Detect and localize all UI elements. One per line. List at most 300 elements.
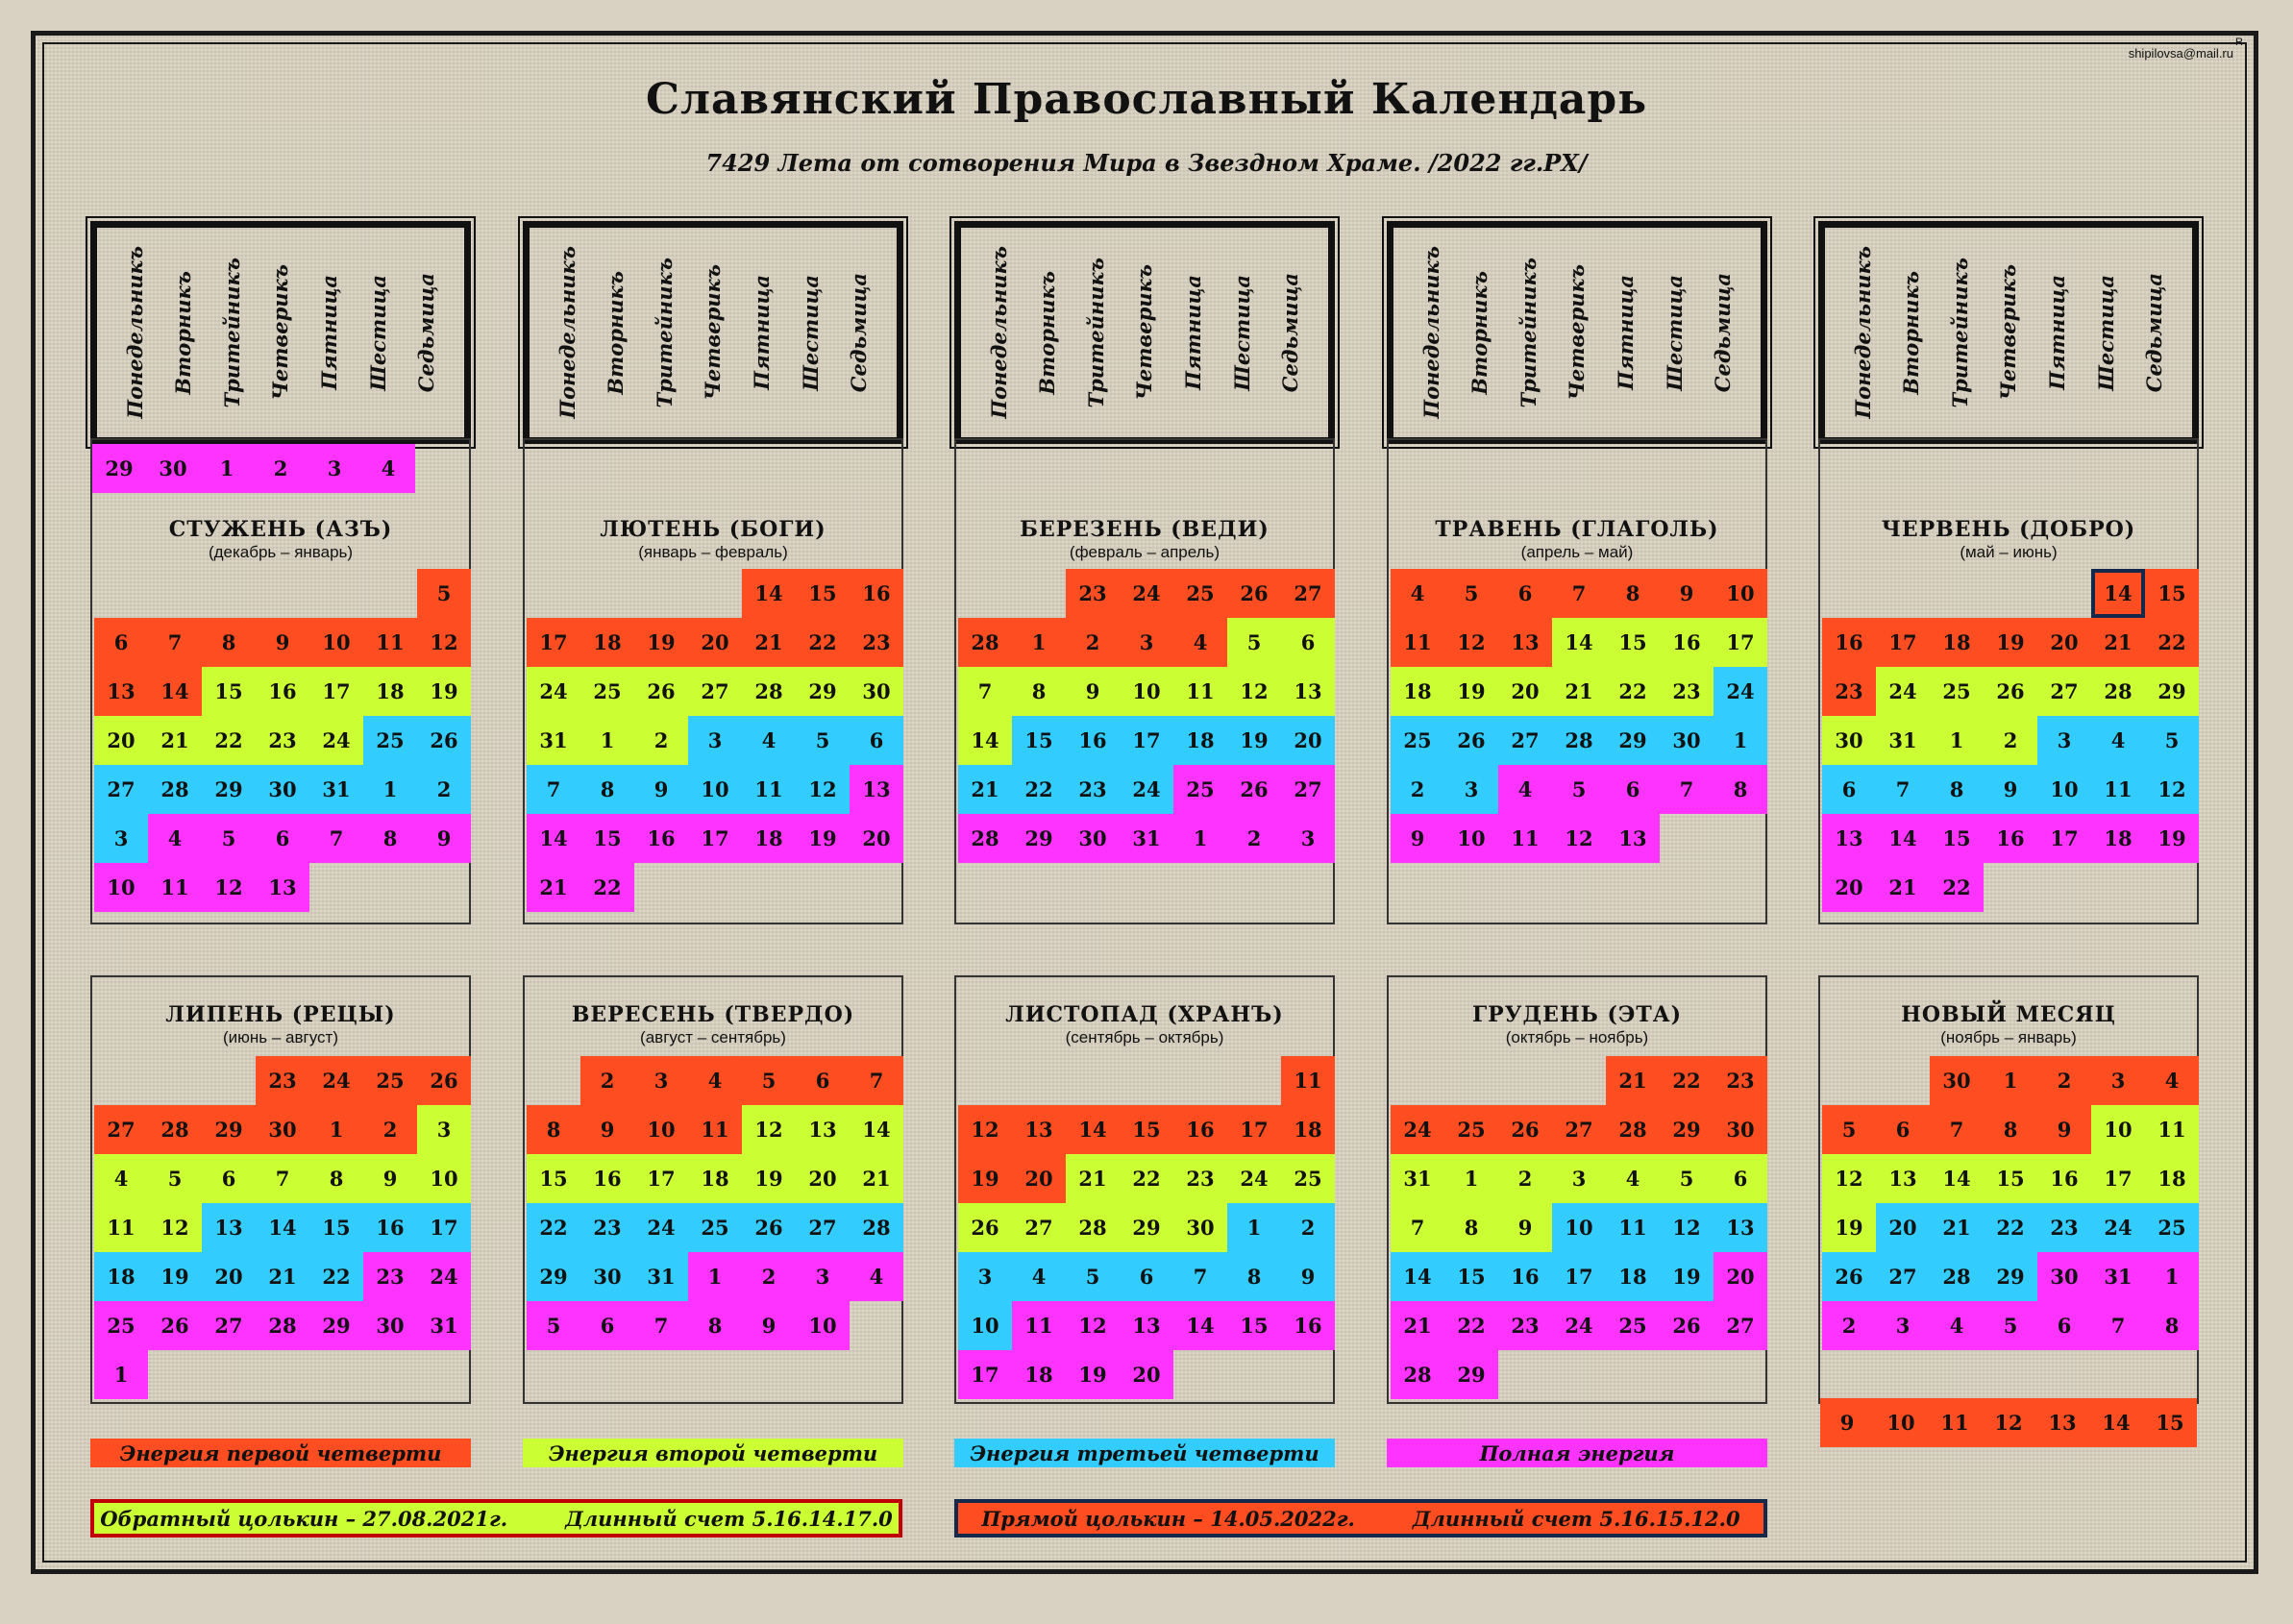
day-cell[interactable]: 7 — [527, 765, 580, 814]
day-cell[interactable]: 18 — [94, 1252, 148, 1301]
day-cell[interactable]: 11 — [1012, 1301, 1066, 1350]
day-cell[interactable]: 6 — [202, 1154, 256, 1203]
day-cell[interactable]: 9 — [1820, 1398, 1874, 1447]
day-cell[interactable]: 19 — [1660, 1252, 1714, 1301]
day-cell[interactable]: 17 — [958, 1350, 1012, 1399]
day-cell[interactable]: 29 — [796, 667, 850, 716]
day-cell[interactable]: 20 — [1120, 1350, 1173, 1399]
day-cell[interactable]: 1 — [688, 1252, 742, 1301]
day-cell[interactable]: 14 — [2089, 1398, 2143, 1447]
day-cell[interactable]: 8 — [2145, 1301, 2199, 1350]
day-cell[interactable]: 21 — [2091, 618, 2145, 667]
day-cell[interactable]: 6 — [1281, 618, 1335, 667]
day-cell[interactable]: 9 — [634, 765, 688, 814]
day-cell[interactable]: 30 — [580, 1252, 634, 1301]
day-cell[interactable]: 11 — [363, 618, 417, 667]
day-cell[interactable]: 31 — [634, 1252, 688, 1301]
day-cell[interactable]: 8 — [1227, 1252, 1281, 1301]
day-cell[interactable]: 22 — [2145, 618, 2199, 667]
day-cell[interactable]: 1 — [1930, 716, 1984, 765]
day-cell[interactable]: 7 — [958, 667, 1012, 716]
day-cell[interactable]: 3 — [1120, 618, 1173, 667]
day-cell[interactable]: 21 — [256, 1252, 309, 1301]
day-cell[interactable]: 15 — [527, 1154, 580, 1203]
day-cell[interactable]: 31 — [2091, 1252, 2145, 1301]
day-cell[interactable]: 14 — [1066, 1105, 1120, 1154]
day-cell[interactable]: 30 — [1660, 716, 1714, 765]
day-cell[interactable]: 2 — [1822, 1301, 1876, 1350]
day-cell[interactable]: 24 — [1391, 1105, 1444, 1154]
day-cell[interactable]: 27 — [2037, 667, 2091, 716]
day-cell[interactable]: 19 — [1984, 618, 2037, 667]
day-cell[interactable]: 7 — [850, 1056, 903, 1105]
day-cell[interactable]: 17 — [634, 1154, 688, 1203]
day-cell[interactable]: 26 — [1822, 1252, 1876, 1301]
day-cell[interactable]: 25 — [1930, 667, 1984, 716]
day-cell[interactable]: 3 — [417, 1105, 471, 1154]
day-cell[interactable]: 9 — [580, 1105, 634, 1154]
day-cell[interactable]: 11 — [2091, 765, 2145, 814]
day-cell[interactable]: 25 — [580, 667, 634, 716]
day-cell[interactable]: 5 — [1444, 569, 1498, 618]
day-cell[interactable]: 6 — [1822, 765, 1876, 814]
day-cell[interactable]: 7 — [2091, 1301, 2145, 1350]
day-cell[interactable]: 21 — [850, 1154, 903, 1203]
day-cell[interactable]: 28 — [958, 814, 1012, 863]
day-cell[interactable]: 21 — [148, 716, 202, 765]
day-cell[interactable]: 6 — [1498, 569, 1552, 618]
day-cell[interactable]: 13 — [1498, 618, 1552, 667]
day-cell[interactable]: 4 — [742, 716, 796, 765]
day-cell[interactable]: 23 — [1066, 765, 1120, 814]
day-cell[interactable]: 23 — [850, 618, 903, 667]
day-cell[interactable]: 27 — [1281, 569, 1335, 618]
day-cell[interactable]: 29 — [92, 444, 146, 493]
day-cell[interactable]: 21 — [958, 765, 1012, 814]
day-cell[interactable]: 5 — [527, 1301, 580, 1350]
day-cell[interactable]: 12 — [1444, 618, 1498, 667]
day-cell[interactable]: 12 — [1066, 1301, 1120, 1350]
day-cell[interactable]: 14 — [1930, 1154, 1984, 1203]
day-cell[interactable]: 3 — [308, 444, 361, 493]
day-cell[interactable]: 20 — [1012, 1154, 1066, 1203]
day-cell[interactable]: 26 — [1498, 1105, 1552, 1154]
day-cell[interactable]: 28 — [958, 618, 1012, 667]
day-cell[interactable]: 30 — [1822, 716, 1876, 765]
day-cell[interactable]: 28 — [1066, 1203, 1120, 1252]
day-cell[interactable]: 30 — [363, 1301, 417, 1350]
day-cell[interactable]: 31 — [1876, 716, 1930, 765]
day-cell[interactable]: 18 — [2091, 814, 2145, 863]
day-cell[interactable]: 18 — [1012, 1350, 1066, 1399]
day-cell[interactable]: 22 — [202, 716, 256, 765]
day-cell[interactable]: 20 — [1714, 1252, 1767, 1301]
day-cell[interactable]: 15 — [580, 814, 634, 863]
day-cell[interactable]: 19 — [148, 1252, 202, 1301]
day-cell[interactable]: 19 — [742, 1154, 796, 1203]
day-cell[interactable]: 25 — [2145, 1203, 2199, 1252]
day-cell[interactable]: 11 — [1391, 618, 1444, 667]
day-cell[interactable]: 19 — [796, 814, 850, 863]
day-cell[interactable]: 11 — [742, 765, 796, 814]
day-cell[interactable]: 24 — [417, 1252, 471, 1301]
day-cell[interactable]: 2 — [417, 765, 471, 814]
day-cell[interactable]: 13 — [1012, 1105, 1066, 1154]
day-cell[interactable]: 11 — [94, 1203, 148, 1252]
day-cell[interactable]: 27 — [1552, 1105, 1606, 1154]
day-cell[interactable]: 4 — [1498, 765, 1552, 814]
day-cell[interactable]: 26 — [1660, 1301, 1714, 1350]
day-cell[interactable]: 6 — [1876, 1105, 1930, 1154]
day-cell[interactable]: 26 — [1227, 569, 1281, 618]
day-cell[interactable]: 13 — [202, 1203, 256, 1252]
day-cell[interactable]: 29 — [1444, 1350, 1498, 1399]
day-cell[interactable]: 24 — [1227, 1154, 1281, 1203]
day-cell[interactable]: 5 — [742, 1056, 796, 1105]
day-cell[interactable]: 22 — [796, 618, 850, 667]
day-cell[interactable]: 13 — [1876, 1154, 1930, 1203]
day-cell[interactable]: 6 — [1120, 1252, 1173, 1301]
day-cell[interactable]: 4 — [361, 444, 415, 493]
day-cell[interactable]: 11 — [1606, 1203, 1660, 1252]
day-cell[interactable]: 27 — [688, 667, 742, 716]
day-cell[interactable]: 3 — [688, 716, 742, 765]
day-cell[interactable]: 8 — [1444, 1203, 1498, 1252]
day-cell[interactable]: 10 — [634, 1105, 688, 1154]
day-cell[interactable]: 29 — [202, 765, 256, 814]
day-cell[interactable]: 13 — [94, 667, 148, 716]
day-cell[interactable]: 24 — [527, 667, 580, 716]
day-cell[interactable]: 15 — [1984, 1154, 2037, 1203]
day-cell[interactable]: 8 — [1012, 667, 1066, 716]
day-cell[interactable]: 4 — [148, 814, 202, 863]
day-cell[interactable]: 24 — [1120, 765, 1173, 814]
day-cell[interactable]: 22 — [1660, 1056, 1714, 1105]
day-cell[interactable]: 16 — [580, 1154, 634, 1203]
day-cell[interactable]: 3 — [1876, 1301, 1930, 1350]
day-cell[interactable]: 28 — [1930, 1252, 1984, 1301]
day-cell[interactable]: 12 — [2145, 765, 2199, 814]
day-cell[interactable]: 2 — [742, 1252, 796, 1301]
day-cell[interactable]: 22 — [527, 1203, 580, 1252]
day-cell[interactable]: 25 — [1391, 716, 1444, 765]
day-cell[interactable]: 29 — [2145, 667, 2199, 716]
day-cell[interactable]: 24 — [1120, 569, 1173, 618]
day-cell[interactable]: 23 — [256, 716, 309, 765]
day-cell[interactable]: 10 — [1552, 1203, 1606, 1252]
day-cell[interactable]: 19 — [1227, 716, 1281, 765]
day-cell[interactable]: 10 — [2037, 765, 2091, 814]
day-cell[interactable]: 22 — [1120, 1154, 1173, 1203]
day-cell[interactable]: 14 — [1876, 814, 1930, 863]
day-cell[interactable]: 17 — [2091, 1154, 2145, 1203]
day-cell[interactable]: 22 — [1930, 863, 1984, 912]
day-cell[interactable]: 12 — [417, 618, 471, 667]
day-cell[interactable]: 12 — [958, 1105, 1012, 1154]
day-cell[interactable]: 4 — [94, 1154, 148, 1203]
day-cell[interactable]: 18 — [742, 814, 796, 863]
day-cell[interactable]: 25 — [688, 1203, 742, 1252]
day-cell[interactable]: 17 — [1227, 1105, 1281, 1154]
day-cell[interactable]: 30 — [256, 765, 309, 814]
day-cell[interactable]: 13 — [796, 1105, 850, 1154]
day-cell[interactable]: 14 — [1391, 1252, 1444, 1301]
day-cell[interactable]: 16 — [363, 1203, 417, 1252]
day-cell[interactable]: 5 — [1660, 1154, 1714, 1203]
day-cell[interactable]: 2 — [363, 1105, 417, 1154]
day-cell[interactable]: 29 — [1012, 814, 1066, 863]
day-cell[interactable]: 16 — [1984, 814, 2037, 863]
day-cell[interactable]: 9 — [1066, 667, 1120, 716]
day-cell[interactable]: 6 — [94, 618, 148, 667]
day-cell[interactable]: 1 — [1227, 1203, 1281, 1252]
day-cell[interactable]: 6 — [1606, 765, 1660, 814]
day-cell[interactable]: 2 — [580, 1056, 634, 1105]
day-cell[interactable]: 13 — [1714, 1203, 1767, 1252]
day-cell[interactable]: 29 — [1120, 1203, 1173, 1252]
day-cell[interactable]: 4 — [1012, 1252, 1066, 1301]
day-cell[interactable]: 4 — [1930, 1301, 1984, 1350]
day-cell[interactable]: 21 — [1930, 1203, 1984, 1252]
day-cell[interactable]: 30 — [1066, 814, 1120, 863]
day-cell[interactable]: 13 — [1822, 814, 1876, 863]
day-cell[interactable]: 6 — [256, 814, 309, 863]
day-cell[interactable]: 31 — [417, 1301, 471, 1350]
day-cell[interactable]: 22 — [580, 863, 634, 912]
day-cell[interactable]: 31 — [1120, 814, 1173, 863]
day-cell[interactable]: 2 — [1227, 814, 1281, 863]
day-cell[interactable]: 20 — [2037, 618, 2091, 667]
day-cell[interactable]: 16 — [1281, 1301, 1335, 1350]
day-cell[interactable]: 4 — [1391, 569, 1444, 618]
day-cell[interactable]: 4 — [1173, 618, 1227, 667]
day-cell[interactable]: 18 — [363, 667, 417, 716]
day-cell[interactable]: 16 — [1498, 1252, 1552, 1301]
day-cell[interactable]: 2 — [634, 716, 688, 765]
day-cell[interactable]: 11 — [1173, 667, 1227, 716]
day-cell[interactable]: 1 — [1173, 814, 1227, 863]
day-cell[interactable]: 18 — [1606, 1252, 1660, 1301]
day-cell[interactable]: 25 — [1444, 1105, 1498, 1154]
day-cell[interactable]: 18 — [2145, 1154, 2199, 1203]
day-cell[interactable]: 17 — [417, 1203, 471, 1252]
day-cell[interactable]: 25 — [94, 1301, 148, 1350]
day-cell[interactable]: 7 — [1552, 569, 1606, 618]
day-cell[interactable]: 4 — [850, 1252, 903, 1301]
day-cell[interactable]: 4 — [1606, 1154, 1660, 1203]
day-cell[interactable]: 17 — [2037, 814, 2091, 863]
day-cell[interactable]: 17 — [1714, 618, 1767, 667]
day-cell[interactable]: 3 — [958, 1252, 1012, 1301]
day-cell[interactable]: 15 — [309, 1203, 363, 1252]
day-cell[interactable]: 10 — [1874, 1398, 1928, 1447]
day-cell[interactable]: 3 — [94, 814, 148, 863]
day-cell[interactable]: 13 — [1120, 1301, 1173, 1350]
day-cell[interactable]: 27 — [94, 1105, 148, 1154]
day-cell[interactable]: 26 — [1984, 667, 2037, 716]
day-cell[interactable]: 28 — [256, 1301, 309, 1350]
day-cell[interactable]: 26 — [958, 1203, 1012, 1252]
day-cell[interactable]: 25 — [1281, 1154, 1335, 1203]
day-cell[interactable]: 22 — [1012, 765, 1066, 814]
day-cell[interactable]: 3 — [2091, 1056, 2145, 1105]
day-cell[interactable]: 6 — [580, 1301, 634, 1350]
day-cell[interactable]: 19 — [958, 1154, 1012, 1203]
day-cell[interactable]: 28 — [2091, 667, 2145, 716]
day-cell[interactable]: 18 — [1930, 618, 1984, 667]
day-cell[interactable]: 30 — [1173, 1203, 1227, 1252]
day-cell[interactable]: 13 — [1281, 667, 1335, 716]
day-cell[interactable]: 7 — [148, 618, 202, 667]
day-cell[interactable]: 26 — [634, 667, 688, 716]
day-cell[interactable]: 24 — [1876, 667, 1930, 716]
day-cell[interactable]: 5 — [417, 569, 471, 618]
day-cell[interactable]: 15 — [796, 569, 850, 618]
day-cell[interactable]: 24 — [2091, 1203, 2145, 1252]
day-cell[interactable]: 12 — [1660, 1203, 1714, 1252]
day-cell[interactable]: 8 — [363, 814, 417, 863]
day-cell[interactable]: 14 — [527, 814, 580, 863]
day-cell[interactable]: 2 — [1066, 618, 1120, 667]
day-cell[interactable]: 8 — [309, 1154, 363, 1203]
day-cell[interactable]: 23 — [1498, 1301, 1552, 1350]
day-cell[interactable]: 7 — [1930, 1105, 1984, 1154]
day-cell[interactable]: 12 — [1552, 814, 1606, 863]
day-cell[interactable]: 20 — [850, 814, 903, 863]
day-cell[interactable]: 18 — [688, 1154, 742, 1203]
day-cell[interactable]: 10 — [688, 765, 742, 814]
day-cell[interactable]: 1 — [1714, 716, 1767, 765]
day-cell[interactable]: 1 — [580, 716, 634, 765]
day-cell[interactable]: 17 — [688, 814, 742, 863]
day-cell[interactable]: 6 — [850, 716, 903, 765]
day-cell[interactable]: 11 — [2145, 1105, 2199, 1154]
day-cell[interactable]: 1 — [1012, 618, 1066, 667]
day-cell[interactable]: 12 — [1822, 1154, 1876, 1203]
day-cell[interactable]: 15 — [1120, 1105, 1173, 1154]
day-cell[interactable]: 8 — [1714, 765, 1767, 814]
day-cell[interactable]: 28 — [148, 1105, 202, 1154]
day-cell[interactable]: 23 — [1822, 667, 1876, 716]
day-cell[interactable]: 24 — [634, 1203, 688, 1252]
day-cell[interactable]: 25 — [363, 716, 417, 765]
day-cell[interactable]: 20 — [688, 618, 742, 667]
day-cell[interactable]: 19 — [1066, 1350, 1120, 1399]
day-cell[interactable]: 14 — [1552, 618, 1606, 667]
day-cell[interactable]: 27 — [1498, 716, 1552, 765]
day-cell[interactable]: 18 — [1391, 667, 1444, 716]
day-cell[interactable]: 7 — [1660, 765, 1714, 814]
day-cell[interactable]: 7 — [256, 1154, 309, 1203]
day-cell[interactable]: 10 — [1714, 569, 1767, 618]
day-cell[interactable]: 31 — [527, 716, 580, 765]
day-cell[interactable]: 20 — [202, 1252, 256, 1301]
day-cell[interactable]: 10 — [796, 1301, 850, 1350]
day-cell[interactable]: 20 — [1876, 1203, 1930, 1252]
day-cell[interactable]: 11 — [148, 863, 202, 912]
day-cell[interactable]: 27 — [1012, 1203, 1066, 1252]
day-cell[interactable]: 17 — [527, 618, 580, 667]
day-cell[interactable]: 31 — [309, 765, 363, 814]
day-cell[interactable]: 14 — [256, 1203, 309, 1252]
day-cell[interactable]: 1 — [94, 1350, 148, 1399]
day-cell[interactable]: 30 — [1714, 1105, 1767, 1154]
day-cell[interactable]: 23 — [580, 1203, 634, 1252]
day-cell[interactable]: 15 — [2145, 569, 2199, 618]
day-cell[interactable]: 31 — [1391, 1154, 1444, 1203]
day-cell[interactable]: 5 — [1066, 1252, 1120, 1301]
day-cell[interactable]: 14 — [148, 667, 202, 716]
day-cell[interactable]: 16 — [634, 814, 688, 863]
day-cell[interactable]: 28 — [850, 1203, 903, 1252]
day-cell[interactable]: 21 — [1876, 863, 1930, 912]
day-cell[interactable]: 11 — [1281, 1056, 1335, 1105]
day-cell[interactable]: 23 — [1066, 569, 1120, 618]
day-cell[interactable]: 5 — [1984, 1301, 2037, 1350]
day-cell[interactable]: 29 — [202, 1105, 256, 1154]
day-cell[interactable]: 7 — [634, 1301, 688, 1350]
day-cell[interactable]: 23 — [1660, 667, 1714, 716]
day-cell[interactable]: 7 — [309, 814, 363, 863]
day-cell[interactable]: 8 — [1606, 569, 1660, 618]
day-cell[interactable]: 10 — [309, 618, 363, 667]
day-cell[interactable]: 6 — [796, 1056, 850, 1105]
day-cell[interactable]: 26 — [1444, 716, 1498, 765]
day-cell[interactable]: 25 — [1606, 1301, 1660, 1350]
day-cell[interactable]: 23 — [256, 1056, 309, 1105]
day-cell[interactable]: 28 — [148, 765, 202, 814]
day-cell[interactable]: 26 — [1227, 765, 1281, 814]
day-cell[interactable]: 29 — [309, 1301, 363, 1350]
day-cell[interactable]: 1 — [200, 444, 254, 493]
day-cell[interactable]: 26 — [742, 1203, 796, 1252]
day-cell[interactable]: 15 — [1012, 716, 1066, 765]
day-cell[interactable]: 1 — [1984, 1056, 2037, 1105]
day-cell[interactable]: 22 — [309, 1252, 363, 1301]
day-cell[interactable]: 16 — [850, 569, 903, 618]
day-cell[interactable]: 6 — [1714, 1154, 1767, 1203]
day-cell[interactable]: 30 — [146, 444, 200, 493]
day-cell[interactable]: 20 — [1498, 667, 1552, 716]
day-cell[interactable]: 21 — [742, 618, 796, 667]
day-cell[interactable]: 16 — [1822, 618, 1876, 667]
day-cell[interactable]: 20 — [796, 1154, 850, 1203]
day-cell[interactable]: 10 — [1120, 667, 1173, 716]
day-cell[interactable]: 13 — [256, 863, 309, 912]
day-cell[interactable]: 1 — [1444, 1154, 1498, 1203]
day-cell[interactable]: 1 — [309, 1105, 363, 1154]
day-cell[interactable]: 8 — [1930, 765, 1984, 814]
day-cell[interactable]: 28 — [1606, 1105, 1660, 1154]
day-cell[interactable]: 15 — [202, 667, 256, 716]
day-cell[interactable]: 26 — [417, 716, 471, 765]
day-cell[interactable]: 30 — [2037, 1252, 2091, 1301]
day-cell[interactable]: 29 — [1660, 1105, 1714, 1154]
day-cell[interactable]: 10 — [1444, 814, 1498, 863]
day-cell[interactable]: 30 — [1930, 1056, 1984, 1105]
day-cell[interactable]: 5 — [1227, 618, 1281, 667]
day-cell[interactable]: 10 — [2091, 1105, 2145, 1154]
day-cell[interactable]: 14 — [850, 1105, 903, 1154]
day-cell[interactable]: 19 — [2145, 814, 2199, 863]
day-cell[interactable]: 8 — [688, 1301, 742, 1350]
day-cell[interactable]: 14 — [742, 569, 796, 618]
day-cell[interactable]: 9 — [742, 1301, 796, 1350]
day-cell[interactable]: 2 — [1498, 1154, 1552, 1203]
day-cell[interactable]: 30 — [256, 1105, 309, 1154]
day-cell[interactable]: 12 — [1982, 1398, 2035, 1447]
day-cell[interactable]: 21 — [1066, 1154, 1120, 1203]
